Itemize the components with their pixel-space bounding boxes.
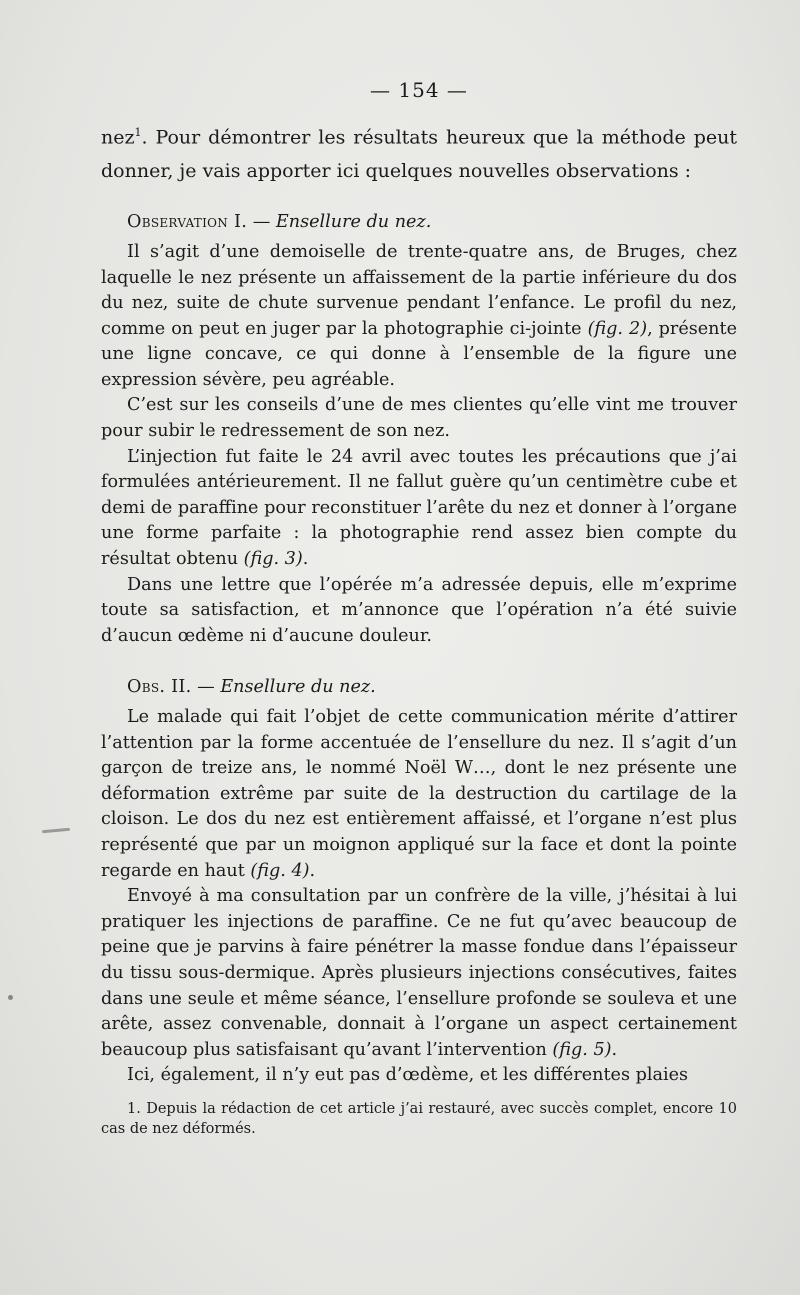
observation-2-paragraph-1 bbox=[101, 705, 737, 884]
margin-mark bbox=[42, 828, 70, 833]
footnote-reference: 1 bbox=[134, 126, 142, 139]
heading-dash: — bbox=[191, 677, 221, 698]
paragraph-text: . bbox=[309, 860, 316, 881]
paragraph-text: Il s’agit d’une demoiselle de trente-quatre ans, de Bruges, chez laquelle le nez présente un affaissement de la partie inférieure du dos du nez, suite de chute survenue pendant l’enfance. Le profil du nez, comme on peut en juger par la photographie ci-jointe bbox=[101, 241, 737, 339]
paragraph-text: , présente une ligne concave, ce qui donne à l’ensemble de la figure une expression sévère, peu agréable. bbox=[101, 318, 737, 390]
figure-reference: (fig. 3) bbox=[243, 549, 303, 570]
figure-reference: (fig. 2) bbox=[587, 318, 648, 339]
figure-reference: (fig. 4) bbox=[250, 860, 310, 881]
observation-2-title: Ensellure du nez. bbox=[220, 677, 376, 698]
observation-1-paragraph-3 bbox=[101, 445, 737, 573]
page-number: — 154 — bbox=[370, 78, 468, 102]
footnote: 1. Depuis la rédaction de cet article j’ai restauré, avec succès complet, encore 10 cas de nez déformés. bbox=[101, 1100, 737, 1137]
observation-2-paragraph-3: Ici, également, il n’y eut pas d’œdème, et les différentes plaies bbox=[127, 1065, 689, 1086]
paragraph-text: . bbox=[611, 1039, 618, 1060]
observation-2-heading bbox=[127, 675, 737, 701]
paragraph-text: Envoyé à ma consultation par un confrère de la ville, j’hésitai à lui pratiquer les injections de paraffine. Ce ne fut qu’avec beaucoup de peine que je parvins à faire pénétrer la masse fondue dans l’épaisseur du tissu sous-dermique. Après plusieurs injections consécutives, faites dans une seule et même séance, l’ensellure profonde se souleva et une arête, assez convenable, donnait à l’organe un aspect certainement beaucoup plus satisfaisant qu’avant l’intervention bbox=[101, 886, 737, 1060]
observation-2-label: Obs. II. bbox=[127, 677, 192, 698]
ink-speck bbox=[8, 995, 13, 1000]
observation-1-title: Ensellure du nez. bbox=[275, 212, 432, 233]
paragraph-text: . bbox=[302, 549, 309, 570]
observation-1-paragraph-4: Dans une lettre que l’opérée m’a adressée depuis, elle m’exprime toute sa satisfaction, et m’annonce que l’opération n’a été suivie d’aucun œdème ni d’aucune douleur. bbox=[101, 574, 737, 646]
intro-text-end: . Pour démontrer les résultats heureux que la méthode peut donner, je vais apporter ici quelques nouvelles observations : bbox=[101, 126, 737, 183]
paragraph-text: L’injection fut faite le 24 avril avec toutes les précautions que j’ai formulées antérieurement. Il ne fallut guère qu’un centimètre cube et demi de paraffine pour reconstituer l’arête du nez et donner à l’organe une forme parfaite : la photographie rend assez bien compte du résultat obtenu bbox=[101, 446, 737, 570]
observation-1-heading bbox=[127, 210, 737, 236]
intro-paragraph bbox=[101, 116, 737, 188]
heading-dash: — bbox=[247, 212, 276, 233]
page-content bbox=[101, 78, 737, 1139]
observation-1-paragraph-2: C’est sur les conseils d’une de mes clientes qu’elle vint me trouver pour subir le redressement de son nez. bbox=[101, 395, 737, 442]
paragraph-text: Le malade qui fait l’objet de cette communication mérite d’attirer l’attention par la forme accentuée de l’ensellure du nez. Il s’agit d’un garçon de treize ans, le nommé Noël W…, dont le nez présente une déformation extrême par suite de la destruction du cartilage de la cloison. Le dos du nez est entièrement affaissé, et l’organe n’est plus représenté que par un moignon appliqué sur la face et dont la pointe regarde en haut bbox=[101, 707, 737, 881]
intro-text-start: nez bbox=[101, 126, 135, 149]
observation-1-label: Observation I. bbox=[127, 212, 248, 233]
figure-reference: (fig. 5) bbox=[552, 1039, 612, 1060]
observation-1-paragraph-1 bbox=[101, 240, 737, 394]
observation-2-paragraph-2 bbox=[101, 884, 737, 1063]
